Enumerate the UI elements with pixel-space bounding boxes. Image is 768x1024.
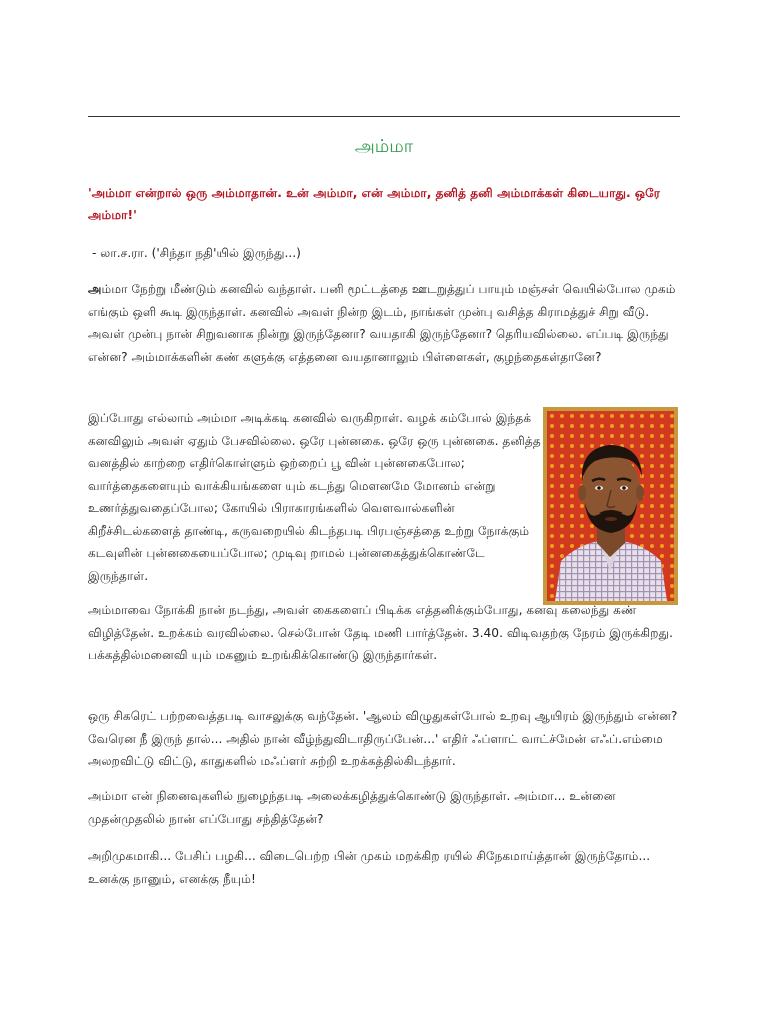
drop-cap: அ	[88, 282, 102, 296]
paragraph-3: அம்மாவை நோக்கி நான் நடந்து, அவள் கைகளைப் பிடிக்க எத்தனிக்கும்போது, கனவு கலைந்து கண் விழித்தேன். உறக்கம் வரவில்லை. செல்போன் தேடி மணி பார்த்தேன். 3.40. விடிவதற்கு நேரம் இருக்கிறது. பக்கத்தில்மனைவி யும் மகனும் உறங்கிக்கொண்டு இருந்தார்கள்.	[88, 603, 674, 662]
paragraph-5: அம்மா என் நினைவுகளில் நுழைந்தபடி அலைக்கழித்துக்கொண்டு இருந்தாள். அம்மா... உன்னை முதன்முதலில் நான் எப்போது சந்தித்தேன்?	[88, 789, 616, 826]
author-portrait-image	[547, 411, 674, 601]
epigraph-attribution: - லா.ச.ரா. ('சிந்தா நதி'யில் இருந்து...)	[92, 246, 301, 260]
paragraph-6: அறிமுகமாகி... பேசிப் பழகி... விடைபெற்ற பின் முகம் மறக்கிற ரயில் சிநேகமாய்த்தான் இருந்தோம்... உனக்கு நானும், எனக்கு நீயும்!	[88, 849, 651, 886]
paragraph-4: ஒரு சிகரெட் பற்றவைத்தபடி வாசலுக்கு வந்தேன். 'ஆலம் விழுதுகள்போல் உறவு ஆயிரம் இருந்தும் என்ன? வேரென நீ இருந் தால்... அதில் நான் வீழ்ந்துவிடாதிருப்பேன்...' எதிர் ஃப்ளாட் வாட்ச்மேன் எஃப்.எம்மை அலறவிட்டு விட்டு, காதுகளில் மஃப்ளர் சுற்றி உறக்கத்தில்கிடந்தார்.	[88, 709, 678, 768]
epigraph-quote: 'அம்மா என்றால் ஒரு அம்மாதான். உன் அம்மா, என் அம்மா, தனித் தனி அம்மாக்கள் கிடையாது. ஒரே அம்மா!'	[88, 186, 661, 222]
paragraph-1	[88, 278, 680, 368]
paragraph-1-text: ம்மா நேற்று மீண்டும் கனவில் வந்தாள். பனி மூட்டத்தை ஊடறுத்துப் பாயும் மஞ்சள் வெயில்போல முகம் எங்கும் ஒளி கூடி இருந்தாள். கனவில் அவள் நின்ற இடம், நாங்கள் முன்பு வசித்த கிராமத்துச் சிறு வீடு. அவள் முன்பு நான் சிறுவனாக நின்று இருந்தேனா? வயதாகி இருந்தேனா? தெரியவில்லை. எப்படி இருந்து என்ன? அம்மாக்களின் கண் களுக்கு எத்தனை வயதானாலும் பிள்ளைகள், குழந்தைகள்தானே?	[88, 282, 676, 364]
paragraph-2: இப்போது எல்லாம் அம்மா அடிக்கடி கனவில் வருகிறாள். வழக் கம்போல் இந்தக் கனவிலும் அவள் ஏதும் பேசவில்லை. ஒரே புன்னகை. ஒரே ஒரு புன்னகை. தனித்த வனத்தில் காற்றை எதிர்கொள்ளும் ஒற்றைப் பூ வின் புன்னகைபோல; வார்த்தைகளையும் வாக்கியங்களை யும் கடந்து மௌனமே மோனம் என்று உணர்த்துவதைப்போல; கோயில் பிராகாரங்களில் வௌவால்களின் கிறீச்சிடல்களைத் தாண்டி, கருவறையில் கிடந்தபடி பிரபஞ்சத்தை உற்று நோக்கும் கடவுளின் புன்னகையைப்போல; முடிவு றாமல் புன்னகைத்துக்கொண்டே இருந்தாள்.	[88, 411, 541, 583]
author-photo	[543, 407, 678, 605]
article-title: அம்மா	[354, 136, 414, 157]
top-divider	[88, 116, 680, 117]
